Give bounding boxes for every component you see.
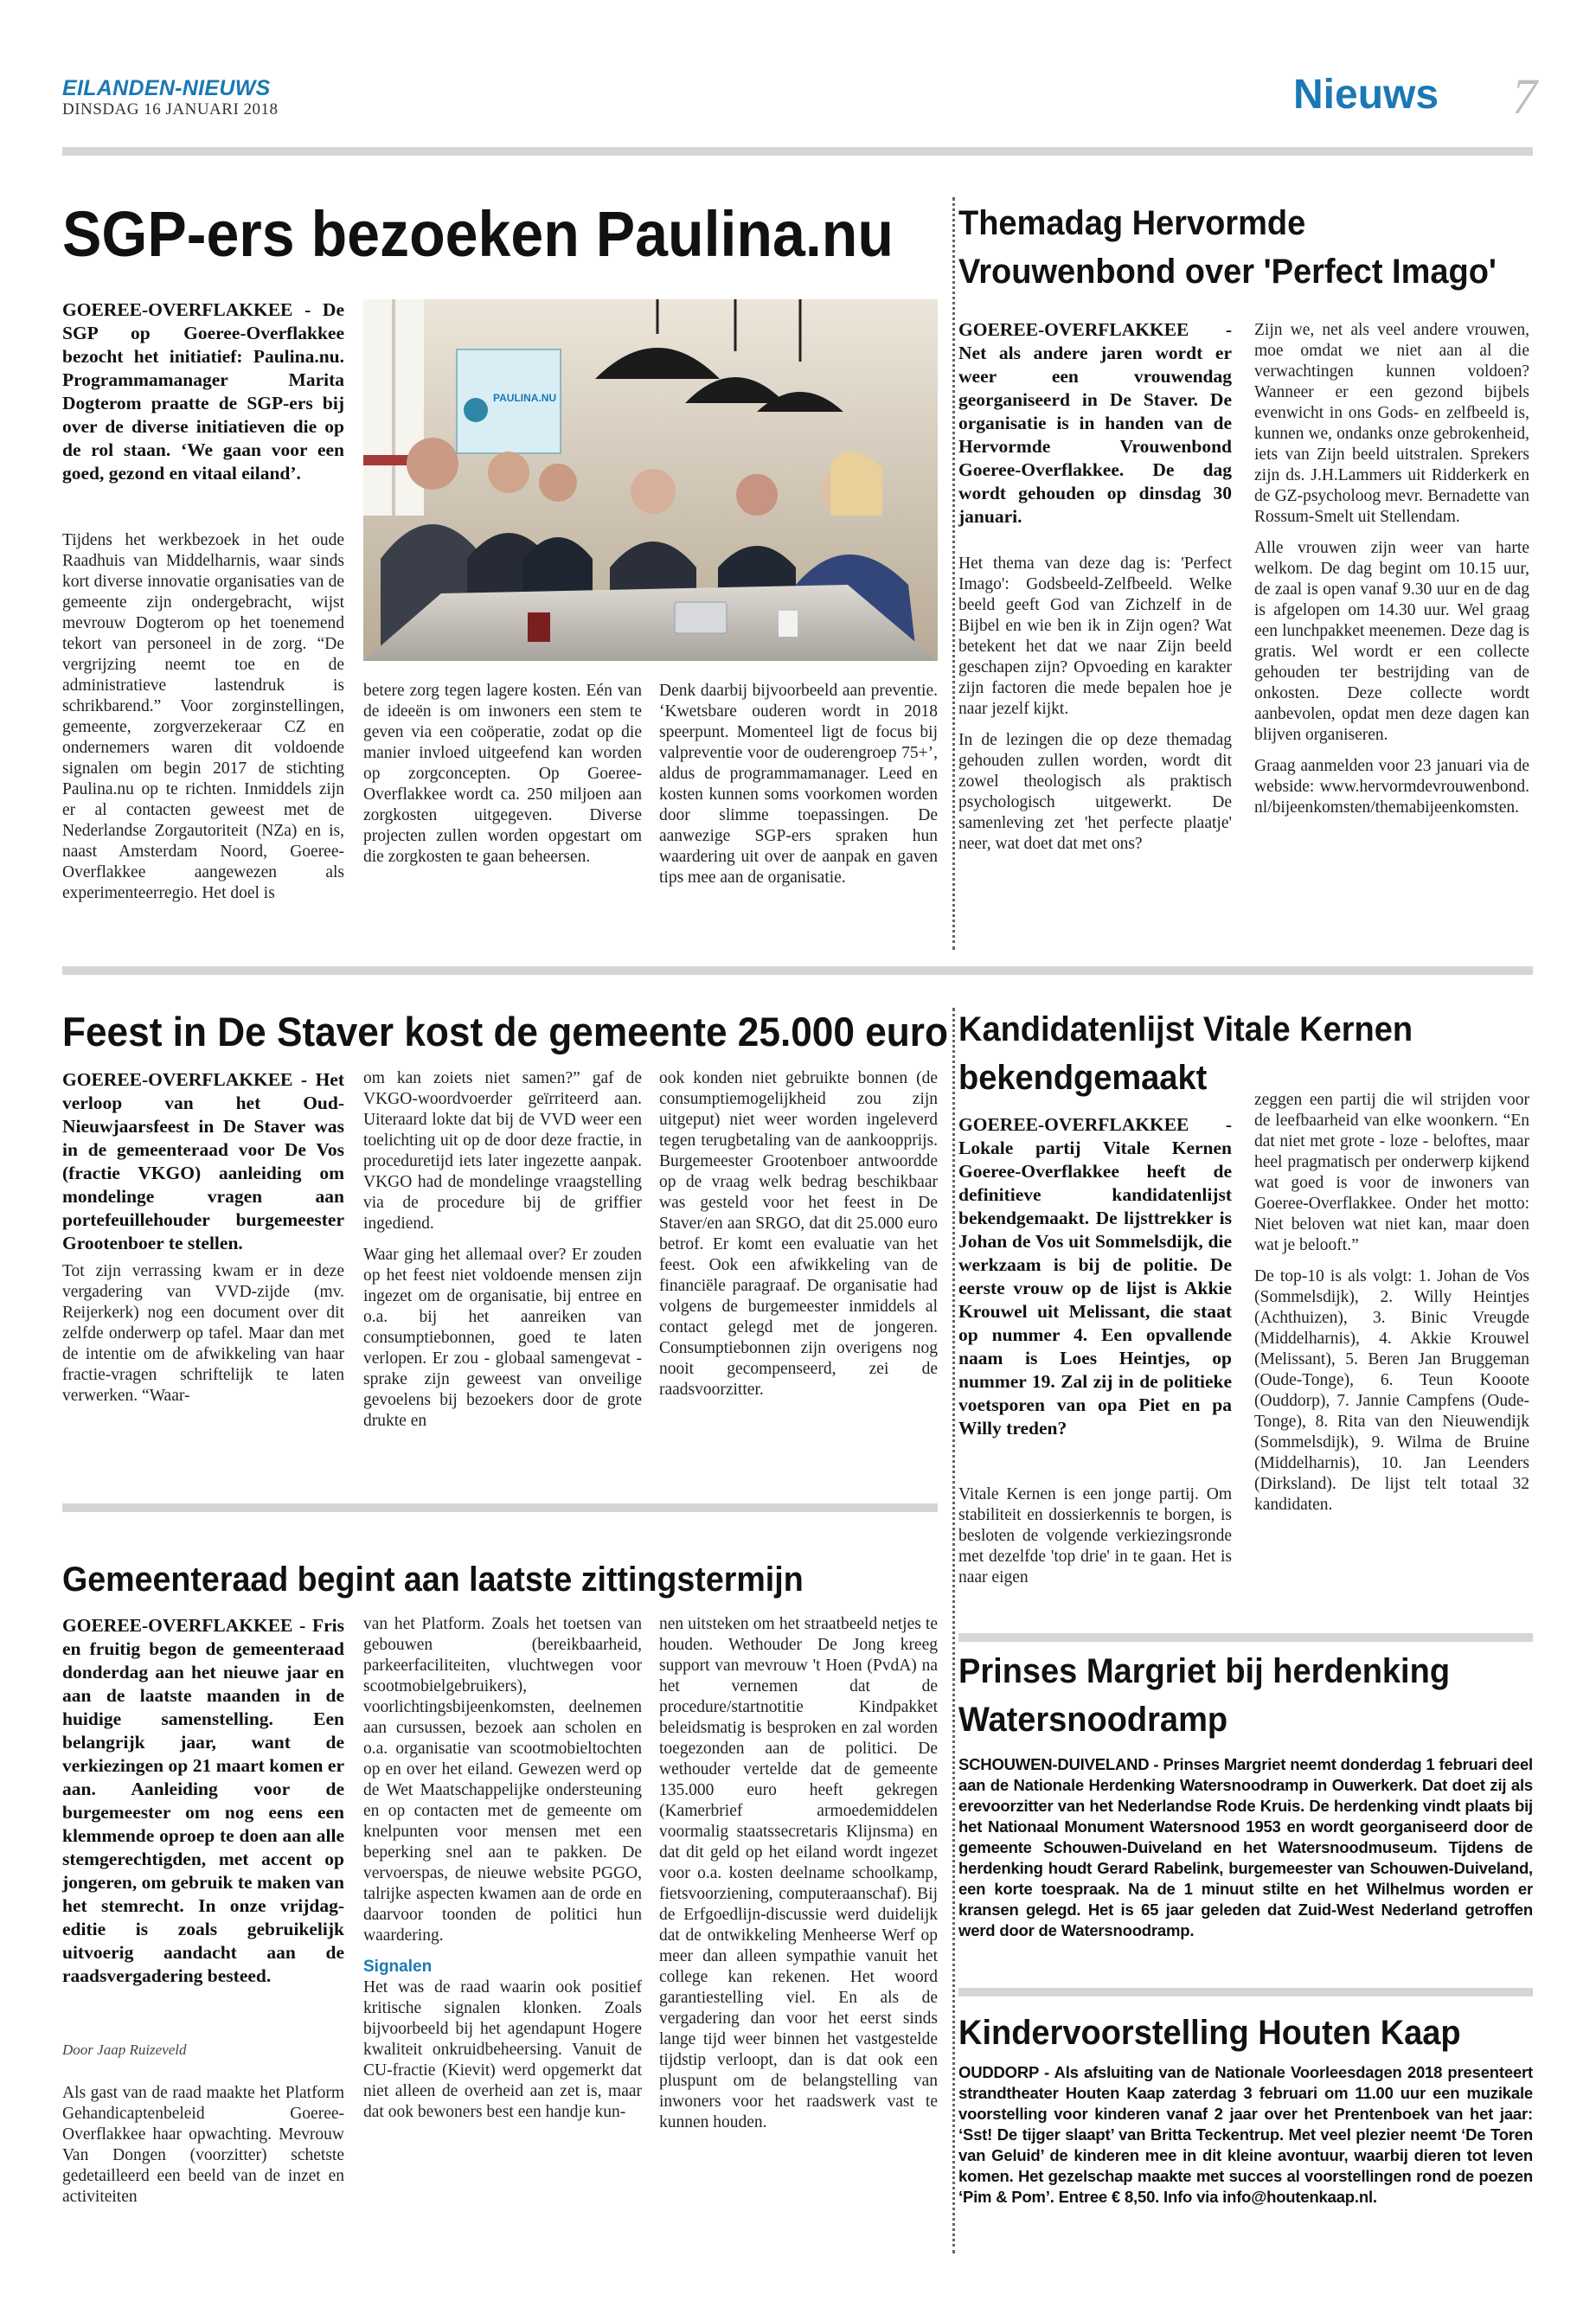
feest-lead: GOEREE-OVERFLAKKEE - Het verloop van het Oud-Nieuwjaarsfeest in De Staver was in de gemeenteraad voor De Vos (fractie VKGO) aanleiding om mondelinge vragen aan portefeuillehouder burgemeester Grootenboer te stellen. [62, 1069, 344, 1253]
feest-col2-p1: om kan zoiets niet samen?” gaf de VKGO-woordvoerder geïrriteerd aan. Uiteraard lokte dat bij de VVD weer een toelichting uit op de door deze fractie, in proceduretijd iets later ingezette aanpak. VKGO had de mondelinge vraagstelling via de procedure bij de griffier ingediend. [363, 1069, 642, 1233]
kandidaten-bottom-rule [958, 1633, 1533, 1642]
themadag-col1-p1: Het thema van deze dag is: 'Perfect Imago': Godsbeeld-Zelfbeeld. Welke beeld geeft God van Zichzelf in de Bijbel en wie ben ik in Zijn ogen? Wat betekent het dat we naar Zijn beeld geschapen zijn? Opvoeding en karakter zijn factoren die mede bepalen hoe je naar jezelf kijkt. [958, 554, 1232, 718]
themadag-col2-p2: Alle vrouwen zijn weer van harte welkom. De dag begint om 10.15 uur, de zaal is open vanaf 9.30 uur en de dag is afgelopen om 14.30 uur. Wel graag een lunchpakket meenemen. Deze dag is gratis. Wel wordt er een collecte gehouden ter bestrijding van de onkosten. Deze collecte wordt aanbevolen, opdat men deze dagen kan blijven organiseren. [1254, 539, 1529, 744]
themadag-headline: Themadag Hervormde Vrouwenbond over 'Perfect Imago' [958, 204, 1497, 291]
page-number: 7 [1512, 68, 1537, 125]
feest-body-col2 [363, 1068, 642, 1442]
themadag-body-col1 [958, 554, 1232, 865]
photo-illustration [363, 299, 938, 661]
kinder-text: OUDDORP - Als afsluiting van de Nationale Voorleesdagen 2018 presenteert strandtheater Houten Kaap zaterdag 3 februari om 11.00 uur een muzikale voorstelling voor kinderen vanaf 2 jaar over het Prentenboek van het jaar: ‘Sst! De tijger slaapt’ van Britta Teckentrup. Met veel plezier neemt ‘De Toren van Geluid’ de kinderen mee in dit kleine avontuur, waarbij dieren tot leven komen. Het gezelschap maakte met succes al voorstellingen rond de poezen ‘Pim & Pom’. Entree € 8,50. Info via info@houtenkaap.nl. [958, 2063, 1533, 2206]
section-rule-middle [62, 966, 1533, 975]
themadag-body-col2 [1254, 320, 1529, 829]
kandidaten-headline: Kandidatenlijst Vitale Kernen bekendgemaakt [958, 1010, 1413, 1097]
kinder-headline: Kindervoorstelling Houten Kaap [958, 2014, 1461, 2052]
sgp-lead: GOEREE-OVERFLAKKEE - De SGP op Goeree-Overflakkee bezocht het initiatief: Paulina.nu. Programmamanager Marita Dogterom praatte de SGP-ers bij over de diverse initiatieven die op de rol staan. ‘We gaan voor een goed, gezond en vitaal eiland’. [62, 299, 344, 484]
kandidaten-body-col2 [1254, 1090, 1529, 1526]
gemeenteraad-body-col1: Als gast van de raad maakte het Platform Gehandicaptenbeleid Goeree-Overflakkee haar opwachting. Mevrouw Van Dongen (voorzitter) schetste gedetailleerd een beeld van de inzet en activiteiten [62, 2084, 344, 2206]
gemeenteraad-byline: Door Jaap Ruizeveld [62, 2041, 187, 2058]
themadag-col1-p2: In de lezingen die op deze themadag gehouden zullen worden, wordt dit zowel theologisch als praktisch psychologisch uitgewerkt. De samenleving zet 'het perfecte plaatje' neer, wat doet dat met ons? [958, 731, 1232, 853]
feest-headline: Feest in De Staver kost de gemeente 25.000 euro [62, 1009, 948, 1054]
themadag-lead: GOEREE-OVERFLAKKEE - Net als andere jaren wordt er weer een vrouwendag georganiseerd in De Staver. De organisatie is in handen van de Hervormde Vrouwenbond Goeree-Overflakkee. De dag wordt gehouden op dinsdag 30 januari. [958, 319, 1232, 527]
kandidaten-body-col1: Vitale Kernen is een jonge partij. Om stabiliteit en dossierkennis te borgen, is besloten de volgende verkiezingsronde met dezelfde 'top drie' in te gaan. Het is naar eigen [958, 1485, 1232, 1586]
gemeenteraad-headline: Gemeenteraad begint aan laatste zittingstermijn [62, 1561, 804, 1599]
gemeenteraad-subhead: Signalen [363, 1958, 433, 1976]
column-separator-top [952, 197, 955, 950]
feest-body-col3: ook konden niet gebruikte bonnen (de consumptiemogelijkheid zou zijn uitgeput) niet weer worden ingeleverd tegen terugbetaling van de aankoopprijs. Burgemeester Grootenboer antwoordde op de vraag welk bedrag beschikbaar was gesteld voor het feest in De Staver/en aan SRGO, dat dit 25.000 euro betrof. Er komt een evaluatie van het feest. Ook een afwikkeling van de financiële paragraaf. De organisatie had volgens de burgemeester inmiddels al contact gelegd met de jongeren. Consumptiebonnen zijn overigens nog nooit gecompenseerd, zei de raadsvoorzitter. [659, 1069, 938, 1399]
gemeenteraad-col2-p2: Het was de raad waarin ook positief kritische signalen klonken. Zoals bijvoorbeeld bij het agendapunt Hogere kwaliteit onkruidbeheersing. Vanuit de CU-fractie (Kievit) werd opgemerkt dat niet alleen de overheid aan zet is, maar dat ook bewoners best een handje kun- [363, 1978, 642, 2121]
margriet-headline: Prinses Margriet bij herdenking Watersnoodramp [958, 1652, 1451, 1739]
sgp-body-col2: betere zorg tegen lagere kosten. Eén van de ideeën is om inwoners een stem te geven via een coöperatie, zodat op die manier invloed uitgeefend kan worden op zorgconcepten. Op Goeree-Overflakkee wordt ca. 250 miljoen aan zorgkosten uitgegeven. Diverse projecten zullen worden opgestart om die zorgkosten te gaan beheersen. [363, 682, 642, 866]
gemeenteraad-body-col2 [363, 1614, 642, 2133]
photo-poster-text: PAULINA.NU [493, 392, 557, 404]
kandidaten-lead: GOEREE-OVERFLAKKEE - Lokale partij Vitale Kernen Goeree-Overflakkee heeft de definitieve kandidatenlijst bekendgemaakt. De lijsttrekker is Johan de Vos uit Sommelsdijk, die werkzaam is bij de politie. De eerste vrouw op de lijst is Akkie Krouwel uit Melissant, die staat op nummer 4. Een opvallende naam is Loes Heintjes, op nummer 19. Zal zij in de politieke voetsporen van opa Piet en pa Willy treden? [958, 1114, 1232, 1439]
newspaper-brand: EILANDEN-NIEUWS [62, 76, 271, 100]
kandidaten-col2-p2: De top-10 is als volgt: 1. Johan de Vos (Sommelsdijk), 2. Willy Heintjes (Achthuizen), 3. Binic Vreugde (Middelharnis), 4. Akkie Krouwel (Melissant), 5. Beren Jan Bruggeman (Oude-Tonge), 6. Teun Kooote (Ouddorp), 7. Jannie Campfens (Oude-Tonge), 8. Rita van den Nieuwendijk (Sommelsdijk), 9. Wilma de Bruine (Middelharnis), 10. Jan Leenders (Dirksland). De lijst telt totaal 32 kandidaten. [1254, 1267, 1529, 1514]
sgp-headline: SGP-ers bezoeken Paulina.nu [62, 198, 894, 270]
feest-body-col1: Tot zijn verrassing kwam er in deze vergadering van VVD-zijde (mv. Reijerkerk) nog een document over dit zelfde onderwerp op tafel. Maar dan met de intentie om de afwikkeling van haar fractie-vragen schriftelijk te laten verwerken. “Waar- [62, 1262, 344, 1405]
themadag-col2-p3: Graag aanmelden voor 23 januari via de webside: www.hervormdevrouwenbond.nl/bijeenkomsten/themabijeenkomsten. [1254, 757, 1529, 817]
themadag-col2-p1: Zijn we, net als veel andere vrouwen, moe omdat we niet aan al die verwachtingen kunnen voldoen? Wanneer er een gezond bijbels evenwicht in ons Gods- en zelfbeeld is, kunnen we, ondanks onze gebrokenheid, iets van Zijn beeld uitstralen. Sprekers zijn ds. J.H.Lammers uit Ridderkerk en de GZ-psycholoog mevr. Bernadette van Rossum-Smelt uit Stellendam. [1254, 321, 1529, 526]
sgp-body-col3: Denk daarbij bijvoorbeeld aan preventie. ‘Kwetsbare ouderen wordt in 2018 speerpunt. Momenteel ligt de focus bij valpreventie voor de ouderengroep 75+’, aldus de programmamanager. Leed en kosten kunnen soms voorkomen worden door slimme toepassingen. De aanwezige SGP-ers spraken hun waardering uit over de aanpak en gaven tips mee aan de organisatie. [659, 682, 938, 887]
header-rule [62, 147, 1533, 156]
gemeenteraad-lead: GOEREE-OVERFLAKKEE - Fris en fruitig begon de gemeenteraad donderdag aan het nieuwe jaar en aan de laatste maanden in de huidige samenstelling. Een belangrijk jaar, want de verkiezingen op 21 maart komen er aan. Aanleiding voor de burgemeester om nog eens een klemmende oproep te doen aan alle stemgerechtigden, met accent op jongeren, om gebruik te maken van het stemrecht. In onze vrijdag-editie is zoals gebruikelijk uitvoerig aandacht aan de raadsvergadering besteed. [62, 1615, 344, 1986]
feest-bottom-rule [62, 1503, 938, 1512]
section-title: Nieuws [1293, 72, 1439, 118]
issue-date: DINSDAG 16 JANUARI 2018 [62, 100, 279, 119]
gemeenteraad-col2-p1: van het Platform. Zoals het toetsen van gebouwen (bereikbaarheid, parkeerfaciliteiten, vluchtwegen voor scootmobielgebruikers), voorlichtingsbijeenkomsten, deelnemen aan cursussen, bezoek aan scholen en o.a. organisatie van scootmobieltochten op en over het eiland. Gewezen werd op de Wet Maatschappelijke ondersteuning en op contacten met de gemeente om knelpunten voor mensen met een beperking snel aan te pakken. De vervoerspas, de nieuwe website PGGO, talrijke aspecten kwamen aan de orde en daarvoor toonden de politici hun waardering. [363, 1615, 642, 1945]
feest-col2-p2: Waar ging het allemaal over? Er zouden op het feest niet voldoende mensen zijn ingezet om de organisatie, bij entree en o.a. bij het aanreiken van consumptiebonnen, goed te laten verlopen. Er zou - globaal samengevat - sprake zijn geweest van onveilige gevoelens bij bezoekers door de grote drukte en [363, 1246, 642, 1430]
margriet-text: SCHOUWEN-DUIVELAND - Prinses Margriet neemt donderdag 1 februari deel aan de Nationale Herdenking Watersnoodramp in Ouwerkerk. Dat doet zij als erevoorzitter van het Nederlandse Rode Kruis. De herdenking vindt plaats bij het Nationaal Monument Watersnood 1953 en wordt georganiseerd door de gemeente Schouwen-Duiveland en het Watersnoodmuseum. Tijdens de herdenking houdt Gerard Rabelink, burgemeester van Schouwen-Duiveland, een korte toespraak. Na de 1 minuut stilte en het Wilhelmus worden er kransen gelegd. Het is 65 jaar geleden dat Zuid-West Nederland getroffen werd door de Watersnoodramp. [958, 1755, 1533, 1939]
margriet-bottom-rule [958, 1988, 1533, 1997]
gemeenteraad-body-col3: nen uitsteken om het straatbeeld netjes te houden. Wethouder De Jong kreeg support van mevrouw 't Hoen (PvdA) na het vernemen dat de procedure/startnotitie Kindpakket beleidsmatig is besproken en zal worden toegezonden aan de politici. De wethouder vertelde dat de gemeente 135.000 euro heeft gekregen (Kamerbrief armoedemiddelen voormalig staatssecretaris Klijnsma) en dat dit geld op het eiland wordt ingezet voor o.a. kosten deelname schoolkamp, fietsvoorziening, computeraanschaf). Bij de Erfgoedlijn-discussie werd duidelijk dat de ontwikkeling Menheerse Werf op meer dan alleen sympathie vanuit het college kan rekenen. Het woord garantiestelling viel. En als de vergadering dan voor het eerst sinds lange tijd weer binnen het vastgestelde tijdstip verloopt, dan is dat ook een pluspunt om de belangstelling van inwoners voor het raadswerk vast te kunnen houden. [659, 1615, 938, 2131]
sgp-meeting-photo [363, 299, 938, 661]
column-separator-bottom [952, 1008, 955, 2253]
sgp-body-col1: Tijdens het werkbezoek in het oude Raadhuis van Middelharnis, waar sinds kort diverse innovatie organisaties van de gemeente zijn ondergebracht, wijst mevrouw Dogterom op het toenemend tekort van personeel in de zorg. “De vergrijzing neemt toe en de administratieve lastendruk is schrikbarend.” Voor zorginstellingen, gemeente, zorgverzekeraar CZ en ondernemers waren dit voldoende signalen om begin 2017 de stichting Paulina.nu op te richten. Inmiddels zijn er al contacten geweest met de Nederlandse Zorgautoriteit (NZa) en is, naast Amsterdam Noord, Goeree-Overflakkee aangewezen als experimenteerregio. Het doel is [62, 531, 344, 902]
kandidaten-col2-p1: zeggen een partij die wil strijden voor de leefbaarheid van elke woonkern. “En dat niet met grote - loze - beloftes, maar heel pragmatisch per onderwerp kijkend wat goed is voor de inwoners van Goeree-Overflakkee. Onder het motto: Niet beloven wat niet kan, maar doen wat je belooft.” [1254, 1091, 1529, 1254]
